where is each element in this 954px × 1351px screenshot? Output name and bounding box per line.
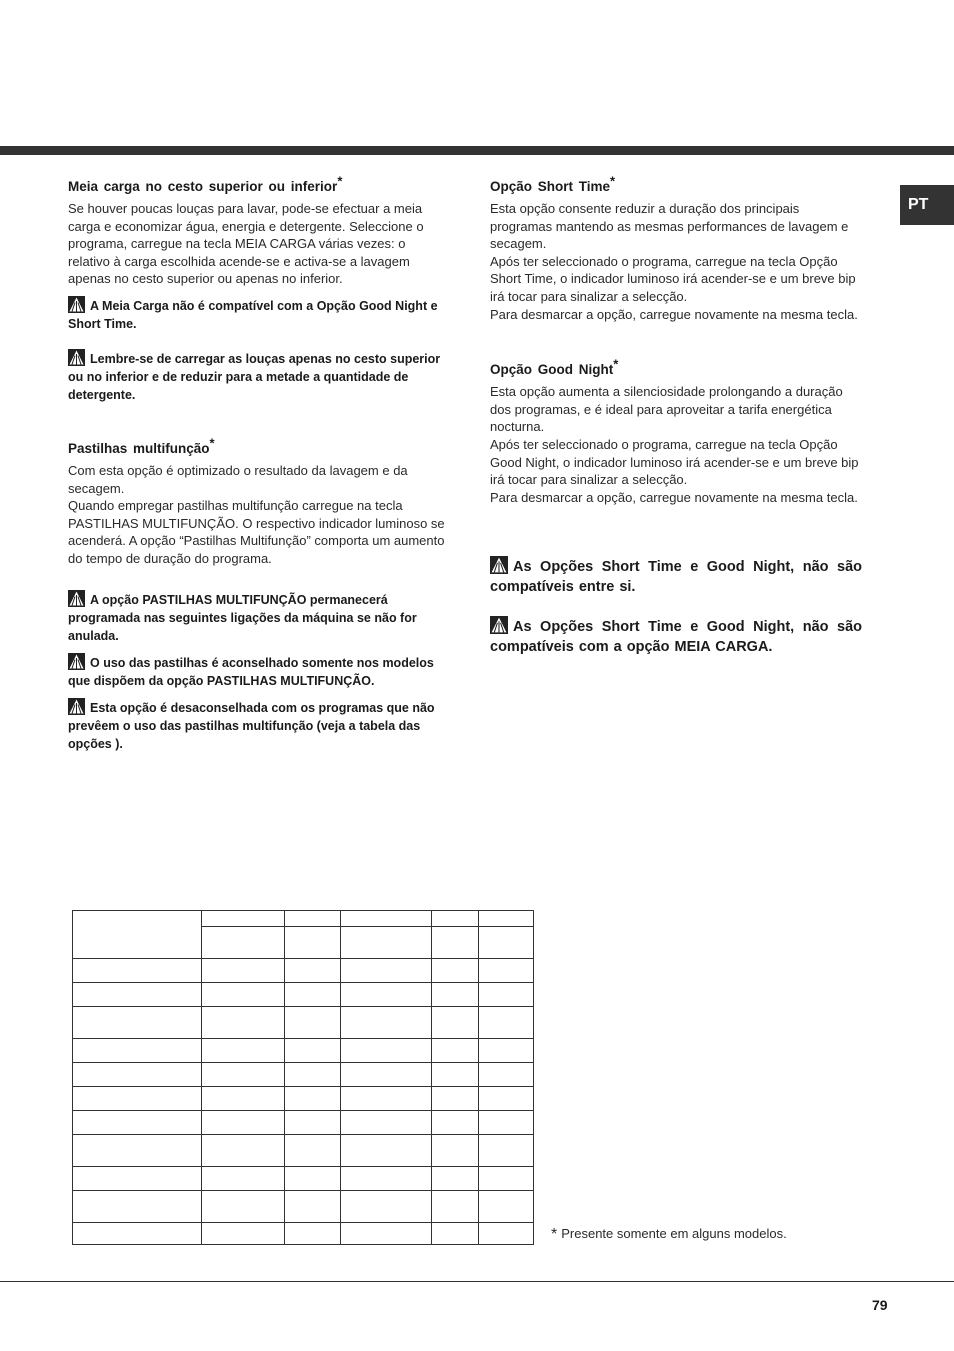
left-column bbox=[68, 173, 446, 753]
table-cell bbox=[284, 1063, 341, 1087]
tablets-warning-1: A opção PASTILHAS MULTIFUNÇÃO permanecerá programada nas seguintes ligações da máquina se não for anulada. bbox=[68, 590, 446, 645]
table-cell bbox=[284, 927, 341, 959]
options-warning-2: As Opções Short Time e Good Night, não são compatíveis com a opção MEIA CARGA. bbox=[490, 616, 862, 657]
table-cell bbox=[284, 1167, 341, 1191]
table-cell bbox=[201, 911, 284, 927]
warning-triangle-icon bbox=[490, 616, 508, 634]
good-night-body: Esta opção aumenta a silenciosidade prolongando a duração dos programas, e é ideal para aproveitar a tarifa energética nocturna. Após ter seleccionado o programa, carregue na tecla Opção Good Night, o indicador luminoso irá acender-se e um breve bip irá tocar para sinalizar a selecção. Para desmarcar a opção, carregue novamente na mesma tecla. bbox=[490, 384, 859, 505]
tablets-title: Pastilhas multifunção* bbox=[68, 435, 215, 456]
table-row bbox=[73, 1087, 534, 1111]
options-warning-1: As Opções Short Time e Good Night, não são compatíveis entre si. bbox=[490, 556, 862, 597]
warning-triangle-icon bbox=[490, 556, 508, 574]
table-row bbox=[73, 911, 534, 927]
table-cell bbox=[479, 911, 534, 927]
table-cell bbox=[479, 1135, 534, 1167]
table-cell bbox=[341, 1191, 432, 1223]
good-night-title: Opção Good Night* bbox=[490, 356, 619, 378]
table-cell bbox=[284, 959, 341, 983]
footnote-text: Presente somente em alguns modelos. bbox=[561, 1226, 787, 1241]
footnote bbox=[551, 1226, 787, 1244]
table-cell bbox=[432, 1063, 479, 1087]
table-cell bbox=[73, 1063, 202, 1087]
table-cell bbox=[201, 1167, 284, 1191]
table-cell bbox=[341, 1111, 432, 1135]
options-table bbox=[72, 910, 534, 1245]
table-cell bbox=[479, 1111, 534, 1135]
table-cell bbox=[284, 1223, 341, 1245]
table-cell bbox=[201, 959, 284, 983]
table-cell bbox=[73, 1007, 202, 1039]
table-cell bbox=[284, 911, 341, 927]
table-cell bbox=[432, 1039, 479, 1063]
right-column bbox=[490, 173, 862, 657]
table-cell bbox=[432, 1191, 479, 1223]
table-cell bbox=[432, 959, 479, 983]
half-load-body: Se houver poucas louças para lavar, pode-se efectuar a meia carga e economizar água, energia e detergente. Seleccione o programa, carregue na tecla MEIA CARGA várias vezes: o relativo à carga escolhida acende-se e activa-se a lavagem apenas no cesto superior ou apenas no inferior. bbox=[68, 201, 424, 287]
table-cell bbox=[479, 983, 534, 1007]
table-cell bbox=[479, 1167, 534, 1191]
table-cell bbox=[432, 1223, 479, 1245]
table-cell bbox=[201, 1039, 284, 1063]
tablets-section bbox=[68, 435, 446, 753]
table-cell bbox=[201, 927, 284, 959]
table-row bbox=[73, 1039, 534, 1063]
half-load-warning-1: A Meia Carga não é compatível com a Opção Good Night e Short Time. bbox=[68, 296, 446, 333]
table-row bbox=[73, 1223, 534, 1245]
top-rule bbox=[0, 146, 954, 155]
table-cell bbox=[341, 959, 432, 983]
table-cell bbox=[284, 1039, 341, 1063]
table-cell bbox=[479, 1087, 534, 1111]
table-cell bbox=[432, 1087, 479, 1111]
half-load-warning-2: Lembre-se de carregar as louças apenas no cesto superior ou no inferior e de reduzir para a metade a quantidade de detergente. bbox=[68, 349, 446, 404]
asterisk: * bbox=[337, 173, 343, 189]
table-row bbox=[73, 1135, 534, 1167]
asterisk: * bbox=[610, 173, 616, 189]
tablets-warning-2: O uso das pastilhas é aconselhado somente nos modelos que dispõem da opção PASTILHAS MULTIFUNÇÃO. bbox=[68, 653, 446, 690]
table-cell bbox=[201, 1063, 284, 1087]
table-row bbox=[73, 1191, 534, 1223]
table-cell bbox=[341, 927, 432, 959]
table-cell bbox=[341, 983, 432, 1007]
table-cell bbox=[73, 1223, 202, 1245]
table-cell bbox=[284, 1007, 341, 1039]
table-cell bbox=[341, 1223, 432, 1245]
table-cell bbox=[479, 1223, 534, 1245]
table-cell bbox=[284, 983, 341, 1007]
table-cell bbox=[479, 1039, 534, 1063]
table-cell bbox=[479, 1007, 534, 1039]
table-cell bbox=[341, 1007, 432, 1039]
table-cell bbox=[201, 1087, 284, 1111]
warning-triangle-icon bbox=[68, 349, 85, 366]
language-tab: PT bbox=[900, 185, 954, 225]
table-cell bbox=[201, 1135, 284, 1167]
short-time-title: Opção Short Time* bbox=[490, 173, 616, 194]
table-cell bbox=[73, 1167, 202, 1191]
table-cell bbox=[479, 1191, 534, 1223]
warning-triangle-icon bbox=[68, 590, 85, 607]
table-cell bbox=[432, 983, 479, 1007]
half-load-title: Meia carga no cesto superior ou inferior* bbox=[68, 173, 343, 194]
table-row bbox=[73, 959, 534, 983]
table-cell bbox=[201, 1223, 284, 1245]
table-cell bbox=[73, 1087, 202, 1111]
table-cell bbox=[479, 1063, 534, 1087]
warning-triangle-icon bbox=[68, 698, 85, 715]
short-time-section bbox=[490, 173, 862, 323]
good-night-section bbox=[490, 356, 862, 506]
table-row bbox=[73, 983, 534, 1007]
table-cell bbox=[341, 1135, 432, 1167]
table-cell bbox=[341, 911, 432, 927]
table-cell bbox=[432, 1135, 479, 1167]
table-cell bbox=[73, 983, 202, 1007]
table-cell bbox=[284, 1191, 341, 1223]
table-cell bbox=[341, 1087, 432, 1111]
table-cell bbox=[341, 1063, 432, 1087]
table-cell bbox=[201, 1111, 284, 1135]
table-cell bbox=[201, 983, 284, 1007]
table-cell bbox=[73, 1135, 202, 1167]
table-cell bbox=[432, 927, 479, 959]
table-cell bbox=[341, 1039, 432, 1063]
table-cell bbox=[479, 927, 534, 959]
table-cell bbox=[479, 959, 534, 983]
table-cell bbox=[201, 1007, 284, 1039]
table-cell bbox=[284, 1087, 341, 1111]
table-cell bbox=[73, 1191, 202, 1223]
table-cell bbox=[73, 911, 202, 959]
table-cell bbox=[73, 959, 202, 983]
bottom-rule bbox=[0, 1281, 954, 1282]
table-cell bbox=[201, 1191, 284, 1223]
tablets-body: Com esta opção é optimizado o resultado da lavagem e da secagem. Quando empregar pastilhas multifunção carregue na tecla PASTILHAS MULTIFUNÇÃO. O respectivo indicador luminoso se acenderá. A opção “Pastilhas Multifunção” comporta um aumento do tempo de duração do programa. bbox=[68, 462, 445, 566]
table-row bbox=[73, 1167, 534, 1191]
table-cell bbox=[432, 1111, 479, 1135]
table-row bbox=[73, 1007, 534, 1039]
asterisk: * bbox=[209, 435, 215, 451]
table-row bbox=[73, 1063, 534, 1087]
tablets-warning-3: Esta opção é desaconselhada com os programas que não prevêem o uso das pastilhas multifunção (veja a tabela das opções ). bbox=[68, 698, 446, 753]
warning-triangle-icon bbox=[68, 653, 85, 670]
warning-triangle-icon bbox=[68, 296, 85, 313]
asterisk: * bbox=[613, 356, 619, 372]
table-row bbox=[73, 1111, 534, 1135]
table-cell bbox=[432, 1167, 479, 1191]
half-load-section bbox=[68, 173, 446, 404]
page-number: 79 bbox=[872, 1297, 888, 1313]
table-cell bbox=[284, 1111, 341, 1135]
asterisk: * bbox=[551, 1226, 558, 1243]
table-cell bbox=[432, 1007, 479, 1039]
table-cell bbox=[432, 911, 479, 927]
table-cell bbox=[73, 1111, 202, 1135]
short-time-body: Esta opção consente reduzir a duração dos principais programas mantendo as mesmas performances de lavagem e secagem. Após ter seleccionado o programa, carregue na tecla Opção Short Time, o indicador luminoso irá acender-se e um breve bip irá tocar para sinalizar a selecção. Para desmarcar a opção, carregue novamente na mesma tecla. bbox=[490, 201, 858, 322]
table-cell bbox=[284, 1135, 341, 1167]
table-cell bbox=[73, 1039, 202, 1063]
table-cell bbox=[341, 1167, 432, 1191]
